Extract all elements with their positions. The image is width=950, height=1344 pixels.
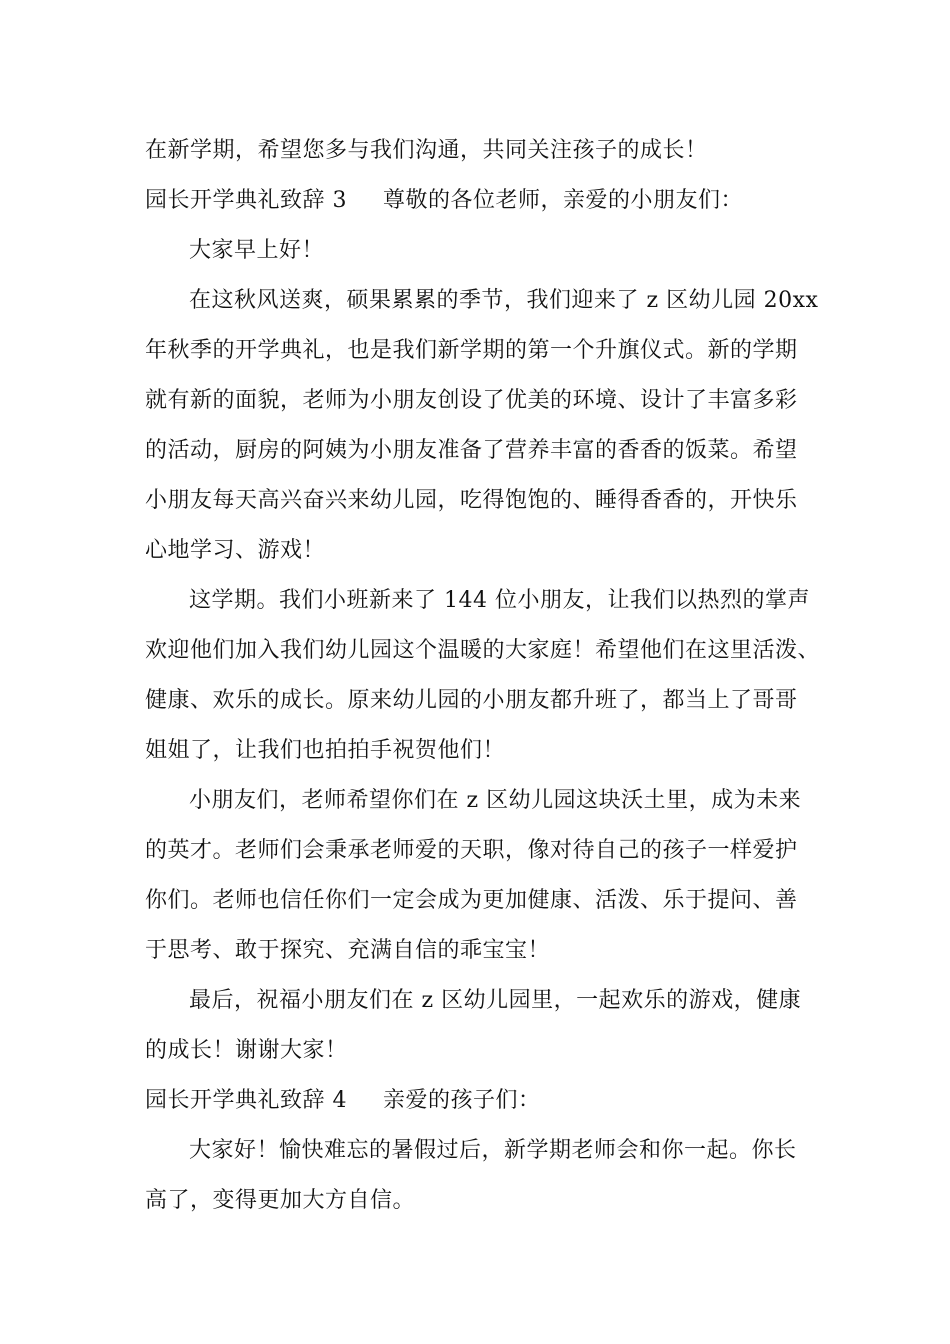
section-greeting: 亲爱的孩子们：	[383, 1088, 541, 1113]
paragraph-line: 的活动，厨房的阿姨为小朋友准备了营养丰富的香香的饭菜。希望	[145, 438, 798, 463]
section-title: 园长开学典礼致辞 4	[145, 1088, 347, 1113]
paragraph-line: 最后，祝福小朋友们在 z 区幼儿园里，一起欢乐的游戏，健康	[189, 988, 802, 1013]
paragraph-line: 高了，变得更加大方自信。	[145, 1188, 416, 1213]
paragraph-line: 这学期。我们小班新来了 144 位小朋友，让我们以热烈的掌声	[189, 588, 810, 613]
paragraph-line: 你们。老师也信任你们一定会成为更加健康、活泼、乐于提问、善	[145, 888, 798, 913]
paragraph-line: 于思考、敢于探究、充满自信的乖宝宝！	[145, 938, 551, 963]
paragraph-line: 姐姐了，让我们也拍拍手祝贺他们！	[145, 738, 506, 763]
paragraph-line: 年秋季的开学典礼，也是我们新学期的第一个升旗仪式。新的学期	[145, 338, 798, 363]
paragraph-line: 在新学期，希望您多与我们沟通，共同关注孩子的成长！	[145, 138, 708, 163]
paragraph-line: 心地学习、游戏！	[145, 538, 326, 563]
paragraph-line: 在这秋风送爽，硕果累累的季节，我们迎来了 z 区幼儿园 20xx	[189, 288, 819, 313]
paragraph-line: 的英才。老师们会秉承老师爱的天职，像对待自己的孩子一样爱护	[145, 838, 798, 863]
paragraph-line: 小朋友每天高兴奋兴来幼儿园，吃得饱饱的、睡得香香的，开快乐	[145, 488, 798, 513]
paragraph-line: 大家好！愉快难忘的暑假过后，新学期老师会和你一起。你长	[189, 1138, 797, 1163]
section-heading-4	[145, 1086, 541, 1116]
paragraph-line: 小朋友们，老师希望你们在 z 区幼儿园这块沃土里，成为未来	[189, 788, 802, 813]
paragraph-line: 欢迎他们加入我们幼儿园这个温暖的大家庭！希望他们在这里活泼、	[145, 638, 821, 663]
section-heading-3	[145, 186, 743, 216]
paragraph-line: 大家早上好！	[189, 238, 325, 263]
paragraph-line: 的成长！谢谢大家！	[145, 1038, 348, 1063]
paragraph-line: 就有新的面貌，老师为小朋友创设了优美的环境、设计了丰富多彩	[145, 388, 798, 413]
section-title: 园长开学典礼致辞 3	[145, 188, 347, 213]
paragraph-line: 健康、欢乐的成长。原来幼儿园的小朋友都升班了，都当上了哥哥	[145, 688, 798, 713]
section-greeting: 尊敬的各位老师，亲爱的小朋友们：	[383, 188, 744, 213]
